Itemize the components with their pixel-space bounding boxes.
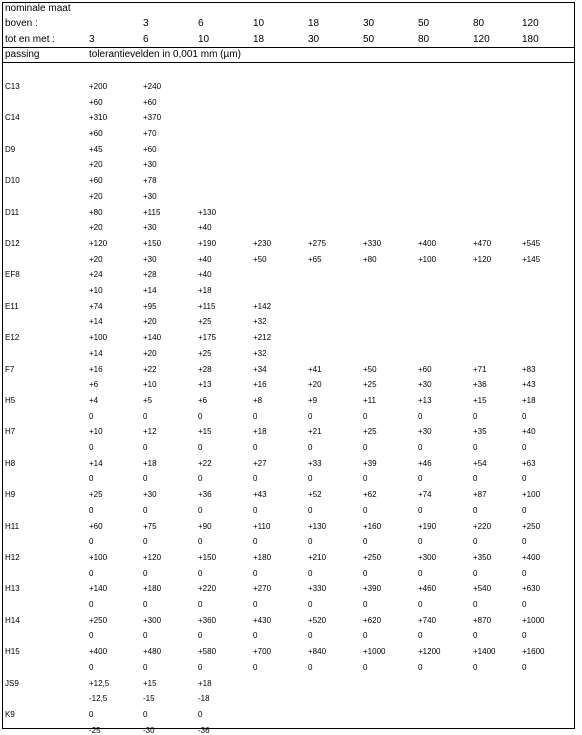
- lower-deviation: 0: [198, 600, 203, 609]
- upper-deviation: +180: [143, 584, 162, 593]
- upper-deviation: +400: [418, 239, 437, 248]
- lower-deviation: +10: [89, 286, 103, 295]
- lower-deviation: +25: [198, 317, 212, 326]
- lower-deviation: 0: [363, 443, 368, 452]
- upper-deviation: +250: [522, 522, 541, 531]
- upper-deviation: +34: [253, 365, 267, 374]
- lower-deviation: 0: [308, 631, 313, 640]
- lower-deviation: 0: [363, 663, 368, 672]
- lower-deviation: 0: [363, 506, 368, 515]
- lower-deviation: 0: [253, 600, 258, 609]
- upper-deviation: +43: [253, 490, 267, 499]
- lower-deviation: 0: [89, 537, 94, 546]
- upper-deviation: +12: [143, 427, 157, 436]
- upper-deviation: +24: [89, 270, 103, 279]
- upper-deviation: +6: [198, 396, 208, 405]
- upper-deviation: +142: [253, 302, 272, 311]
- upper-deviation: +10: [89, 427, 103, 436]
- lower-deviation: 0: [522, 412, 527, 421]
- lower-deviation: 0: [308, 443, 313, 452]
- tot-value: 18: [253, 34, 265, 45]
- upper-deviation: +30: [143, 490, 157, 499]
- upper-deviation: +150: [143, 239, 162, 248]
- lower-deviation: 0: [143, 474, 148, 483]
- fit-name: D9: [5, 145, 16, 154]
- upper-deviation: +400: [89, 647, 108, 656]
- upper-deviation: +190: [198, 239, 217, 248]
- upper-deviation: +220: [198, 584, 217, 593]
- upper-deviation: +520: [308, 616, 327, 625]
- upper-deviation: +200: [89, 82, 108, 91]
- upper-deviation: +40: [198, 270, 212, 279]
- upper-deviation: +150: [198, 553, 217, 562]
- upper-deviation: +50: [363, 365, 377, 374]
- lower-deviation: 0: [198, 412, 203, 421]
- lower-deviation: 0: [473, 663, 478, 672]
- lower-deviation: -25: [89, 726, 101, 735]
- lower-deviation: +25: [363, 380, 377, 389]
- lower-deviation: 0: [198, 443, 203, 452]
- row-tot-label: tot en met :: [5, 34, 56, 45]
- upper-deviation: +700: [253, 647, 272, 656]
- upper-deviation: +1000: [522, 616, 545, 625]
- lower-deviation: 0: [522, 631, 527, 640]
- fit-name: D12: [5, 239, 20, 248]
- lower-deviation: +20: [89, 255, 103, 264]
- lower-deviation: +50: [253, 255, 267, 264]
- upper-deviation: +18: [143, 459, 157, 468]
- lower-deviation: +65: [308, 255, 322, 264]
- lower-deviation: +20: [89, 223, 103, 232]
- lower-deviation: 0: [143, 537, 148, 546]
- header-title: nominale maat: [5, 3, 71, 14]
- lower-deviation: +40: [198, 255, 212, 264]
- lower-deviation: +60: [143, 98, 157, 107]
- upper-deviation: +11: [363, 396, 376, 405]
- lower-deviation: +20: [89, 160, 103, 169]
- lower-deviation: 0: [522, 569, 527, 578]
- upper-deviation: +90: [198, 522, 212, 531]
- lower-deviation: 0: [522, 663, 527, 672]
- lower-deviation: +30: [143, 255, 157, 264]
- lower-deviation: +60: [89, 98, 103, 107]
- upper-deviation: +330: [363, 239, 382, 248]
- upper-deviation: +28: [143, 270, 157, 279]
- upper-deviation: +1000: [363, 647, 386, 656]
- upper-deviation: +310: [89, 113, 108, 122]
- upper-deviation: +545: [522, 239, 541, 248]
- lower-deviation: 0: [253, 443, 258, 452]
- tot-value: 120: [473, 34, 490, 45]
- upper-deviation: +78: [143, 176, 157, 185]
- lower-deviation: 0: [308, 412, 313, 421]
- unit-label: tolerantievelden in 0,001 mm (µm): [89, 49, 241, 60]
- upper-deviation: +22: [143, 365, 157, 374]
- lower-deviation: 0: [198, 474, 203, 483]
- upper-deviation: +840: [308, 647, 327, 656]
- lower-deviation: +30: [418, 380, 432, 389]
- lower-deviation: 0: [363, 412, 368, 421]
- upper-deviation: +180: [253, 553, 272, 562]
- lower-deviation: 0: [418, 600, 423, 609]
- upper-deviation: +80: [89, 208, 103, 217]
- upper-deviation: +240: [143, 82, 162, 91]
- lower-deviation: +10: [143, 380, 157, 389]
- upper-deviation: +250: [363, 553, 382, 562]
- upper-deviation: +275: [308, 239, 327, 248]
- lower-deviation: +14: [89, 317, 103, 326]
- lower-deviation: +20: [143, 349, 157, 358]
- lower-deviation: 0: [363, 600, 368, 609]
- upper-deviation: +1400: [473, 647, 496, 656]
- upper-deviation: +460: [418, 584, 437, 593]
- upper-deviation: +74: [89, 302, 103, 311]
- upper-deviation: +110: [253, 522, 271, 531]
- upper-deviation: +1600: [522, 647, 545, 656]
- upper-deviation: +15: [473, 396, 487, 405]
- lower-deviation: 0: [418, 569, 423, 578]
- upper-deviation: +27: [253, 459, 267, 468]
- fit-name: H13: [5, 584, 20, 593]
- upper-deviation: +390: [363, 584, 382, 593]
- fit-name: E11: [5, 302, 19, 311]
- upper-deviation: +870: [473, 616, 492, 625]
- lower-deviation: 0: [522, 443, 527, 452]
- upper-deviation: +36: [198, 490, 212, 499]
- upper-deviation: +16: [89, 365, 103, 374]
- upper-deviation: 0: [198, 710, 203, 719]
- lower-deviation: +20: [308, 380, 322, 389]
- boven-value: 3: [143, 18, 149, 29]
- lower-deviation: 0: [473, 631, 478, 640]
- lower-deviation: 0: [89, 663, 94, 672]
- lower-deviation: 0: [143, 631, 148, 640]
- lower-deviation: -30: [143, 726, 155, 735]
- lower-deviation: 0: [473, 506, 478, 515]
- lower-deviation: 0: [198, 663, 203, 672]
- lower-deviation: 0: [198, 506, 203, 515]
- lower-deviation: 0: [143, 412, 148, 421]
- lower-deviation: 0: [308, 600, 313, 609]
- upper-deviation: +33: [308, 459, 322, 468]
- tot-value: 30: [308, 34, 320, 45]
- lower-deviation: +70: [143, 129, 157, 138]
- lower-deviation: 0: [308, 569, 313, 578]
- upper-deviation: +25: [89, 490, 103, 499]
- lower-deviation: 0: [522, 474, 527, 483]
- upper-deviation: +54: [473, 459, 487, 468]
- upper-deviation: +12,5: [89, 679, 110, 688]
- lower-deviation: 0: [473, 600, 478, 609]
- row-boven-label: boven :: [5, 18, 38, 29]
- lower-deviation: +20: [89, 192, 103, 201]
- upper-deviation: +8: [253, 396, 263, 405]
- upper-deviation: +130: [308, 522, 327, 531]
- upper-deviation: +115: [198, 302, 216, 311]
- upper-deviation: +60: [418, 365, 432, 374]
- lower-deviation: 0: [89, 474, 94, 483]
- lower-deviation: +6: [89, 380, 99, 389]
- lower-deviation: 0: [363, 569, 368, 578]
- upper-deviation: +370: [143, 113, 162, 122]
- lower-deviation: +14: [89, 349, 103, 358]
- upper-deviation: +60: [143, 145, 157, 154]
- upper-deviation: +430: [253, 616, 272, 625]
- lower-deviation: 0: [253, 569, 258, 578]
- fit-name: H5: [5, 396, 16, 405]
- lower-deviation: +13: [198, 380, 212, 389]
- lower-deviation: 0: [418, 443, 423, 452]
- fit-name: C13: [5, 82, 20, 91]
- upper-deviation: +46: [418, 459, 432, 468]
- lower-deviation: 0: [473, 412, 478, 421]
- fit-name: K9: [5, 710, 15, 719]
- lower-deviation: 0: [143, 443, 148, 452]
- upper-deviation: +480: [143, 647, 162, 656]
- upper-deviation: +45: [89, 145, 103, 154]
- lower-deviation: 0: [143, 506, 148, 515]
- upper-deviation: +83: [522, 365, 536, 374]
- fit-name: H9: [5, 490, 16, 499]
- fit-name: EF8: [5, 270, 20, 279]
- fit-name: F7: [5, 365, 15, 374]
- upper-deviation: +175: [198, 333, 217, 342]
- upper-deviation: +580: [198, 647, 217, 656]
- upper-deviation: +140: [143, 333, 162, 342]
- lower-deviation: +30: [143, 223, 157, 232]
- lower-deviation: 0: [253, 474, 258, 483]
- upper-deviation: +250: [89, 616, 108, 625]
- lower-deviation: 0: [308, 506, 313, 515]
- lower-deviation: +145: [522, 255, 541, 264]
- lower-deviation: 0: [253, 631, 258, 640]
- subheader-divider: [2, 62, 575, 63]
- lower-deviation: 0: [89, 631, 94, 640]
- upper-deviation: +270: [253, 584, 272, 593]
- fit-name: H12: [5, 553, 20, 562]
- upper-deviation: +18: [522, 396, 536, 405]
- lower-deviation: -18: [198, 694, 210, 703]
- lower-deviation: 0: [198, 631, 203, 640]
- upper-deviation: +100: [89, 553, 108, 562]
- boven-value: 18: [308, 18, 320, 29]
- lower-deviation: +18: [198, 286, 212, 295]
- lower-deviation: +32: [253, 349, 267, 358]
- lower-deviation: +32: [253, 317, 267, 326]
- lower-deviation: 0: [89, 506, 94, 515]
- upper-deviation: +120: [89, 239, 108, 248]
- lower-deviation: -12,5: [89, 694, 108, 703]
- lower-deviation: 0: [522, 537, 527, 546]
- upper-deviation: +540: [473, 584, 492, 593]
- fit-name: H8: [5, 459, 16, 468]
- upper-deviation: +41: [308, 365, 322, 374]
- tot-value: 180: [522, 34, 539, 45]
- fit-name: D11: [5, 208, 20, 217]
- upper-deviation: +5: [143, 396, 153, 405]
- lower-deviation: 0: [522, 506, 527, 515]
- upper-deviation: +360: [198, 616, 217, 625]
- lower-deviation: +36: [473, 380, 487, 389]
- upper-deviation: +15: [198, 427, 212, 436]
- upper-deviation: +40: [522, 427, 536, 436]
- lower-deviation: 0: [89, 443, 94, 452]
- upper-deviation: +14: [89, 459, 103, 468]
- upper-deviation: +18: [253, 427, 267, 436]
- upper-deviation: +740: [418, 616, 437, 625]
- lower-deviation: 0: [473, 569, 478, 578]
- boven-value: 30: [363, 18, 375, 29]
- fit-name: H15: [5, 647, 20, 656]
- fit-name: H7: [5, 427, 16, 436]
- upper-deviation: +60: [89, 176, 103, 185]
- upper-deviation: +15: [143, 679, 157, 688]
- lower-deviation: 0: [89, 412, 94, 421]
- upper-deviation: +220: [473, 522, 492, 531]
- upper-deviation: +75: [143, 522, 157, 531]
- lower-deviation: +16: [253, 380, 267, 389]
- lower-deviation: +40: [198, 223, 212, 232]
- lower-deviation: 0: [89, 569, 94, 578]
- upper-deviation: +9: [308, 396, 318, 405]
- upper-deviation: +18: [198, 679, 212, 688]
- upper-deviation: +350: [473, 553, 492, 562]
- tot-value: 50: [363, 34, 375, 45]
- upper-deviation: +120: [143, 553, 162, 562]
- lower-deviation: 0: [363, 537, 368, 546]
- lower-deviation: 0: [363, 631, 368, 640]
- lower-deviation: 0: [308, 663, 313, 672]
- upper-deviation: +52: [308, 490, 322, 499]
- upper-deviation: +140: [89, 584, 108, 593]
- tot-value: 10: [198, 34, 210, 45]
- lower-deviation: +100: [418, 255, 437, 264]
- lower-deviation: -15: [143, 694, 155, 703]
- upper-deviation: +130: [198, 208, 217, 217]
- lower-deviation: 0: [253, 537, 258, 546]
- upper-deviation: +30: [418, 427, 432, 436]
- upper-deviation: +25: [363, 427, 377, 436]
- lower-deviation: 0: [253, 412, 258, 421]
- upper-deviation: +21: [308, 427, 322, 436]
- boven-value: 80: [473, 18, 485, 29]
- upper-deviation: +13: [418, 396, 432, 405]
- fit-name: E12: [5, 333, 20, 342]
- tot-value: 80: [418, 34, 430, 45]
- lower-deviation: 0: [89, 600, 94, 609]
- upper-deviation: +63: [522, 459, 536, 468]
- lower-deviation: 0: [308, 474, 313, 483]
- lower-deviation: 0: [198, 537, 203, 546]
- lower-deviation: 0: [198, 569, 203, 578]
- upper-deviation: +74: [418, 490, 432, 499]
- lower-deviation: 0: [143, 600, 148, 609]
- upper-deviation: +100: [522, 490, 541, 499]
- fit-name: JS9: [5, 679, 19, 688]
- upper-deviation: +22: [198, 459, 212, 468]
- lower-deviation: 0: [418, 506, 423, 515]
- lower-deviation: -36: [198, 726, 210, 735]
- lower-deviation: +43: [522, 380, 536, 389]
- upper-deviation: +95: [143, 302, 157, 311]
- upper-deviation: +212: [253, 333, 272, 342]
- lower-deviation: +30: [143, 192, 157, 201]
- fit-name: C14: [5, 113, 20, 122]
- upper-deviation: +60: [89, 522, 103, 531]
- lower-deviation: 0: [473, 537, 478, 546]
- fit-name: D10: [5, 176, 20, 185]
- lower-deviation: +25: [198, 349, 212, 358]
- upper-deviation: +115: [143, 208, 161, 217]
- upper-deviation: +190: [418, 522, 437, 531]
- lower-deviation: 0: [418, 663, 423, 672]
- upper-deviation: +100: [89, 333, 108, 342]
- upper-deviation: +210: [308, 553, 327, 562]
- upper-deviation: +35: [473, 427, 487, 436]
- upper-deviation: +1200: [418, 647, 441, 656]
- upper-deviation: +71: [473, 365, 487, 374]
- upper-deviation: +62: [363, 490, 377, 499]
- upper-deviation: +87: [473, 490, 487, 499]
- lower-deviation: 0: [418, 412, 423, 421]
- lower-deviation: 0: [473, 443, 478, 452]
- lower-deviation: 0: [473, 474, 478, 483]
- lower-deviation: +120: [473, 255, 492, 264]
- lower-deviation: +20: [143, 317, 157, 326]
- lower-deviation: +60: [89, 129, 103, 138]
- lower-deviation: 0: [418, 474, 423, 483]
- fit-name: H11: [5, 522, 20, 531]
- upper-deviation: +160: [363, 522, 382, 531]
- header-divider: [2, 47, 575, 48]
- boven-value: 6: [198, 18, 204, 29]
- upper-deviation: +620: [363, 616, 382, 625]
- lower-deviation: 0: [253, 663, 258, 672]
- boven-value: 10: [253, 18, 265, 29]
- fit-name: H14: [5, 616, 20, 625]
- passing-label: passing: [5, 49, 40, 60]
- upper-deviation: +400: [522, 553, 541, 562]
- upper-deviation: +39: [363, 459, 377, 468]
- lower-deviation: +30: [143, 160, 157, 169]
- lower-deviation: 0: [522, 600, 527, 609]
- lower-deviation: 0: [308, 537, 313, 546]
- upper-deviation: 0: [143, 710, 148, 719]
- upper-deviation: +300: [418, 553, 437, 562]
- upper-deviation: +470: [473, 239, 492, 248]
- lower-deviation: 0: [143, 569, 148, 578]
- upper-deviation: +330: [308, 584, 327, 593]
- lower-deviation: +80: [363, 255, 377, 264]
- lower-deviation: 0: [253, 506, 258, 515]
- lower-deviation: 0: [418, 631, 423, 640]
- tot-value: 6: [143, 34, 149, 45]
- upper-deviation: +4: [89, 396, 99, 405]
- lower-deviation: +14: [143, 286, 157, 295]
- lower-deviation: 0: [363, 474, 368, 483]
- boven-value: 50: [418, 18, 430, 29]
- lower-deviation: 0: [143, 663, 148, 672]
- upper-deviation: +300: [143, 616, 162, 625]
- tot-value: 3: [89, 34, 95, 45]
- upper-deviation: +28: [198, 365, 212, 374]
- upper-deviation: +230: [253, 239, 272, 248]
- upper-deviation: +630: [522, 584, 541, 593]
- upper-deviation: 0: [89, 710, 94, 719]
- lower-deviation: 0: [418, 537, 423, 546]
- boven-value: 120: [522, 18, 539, 29]
